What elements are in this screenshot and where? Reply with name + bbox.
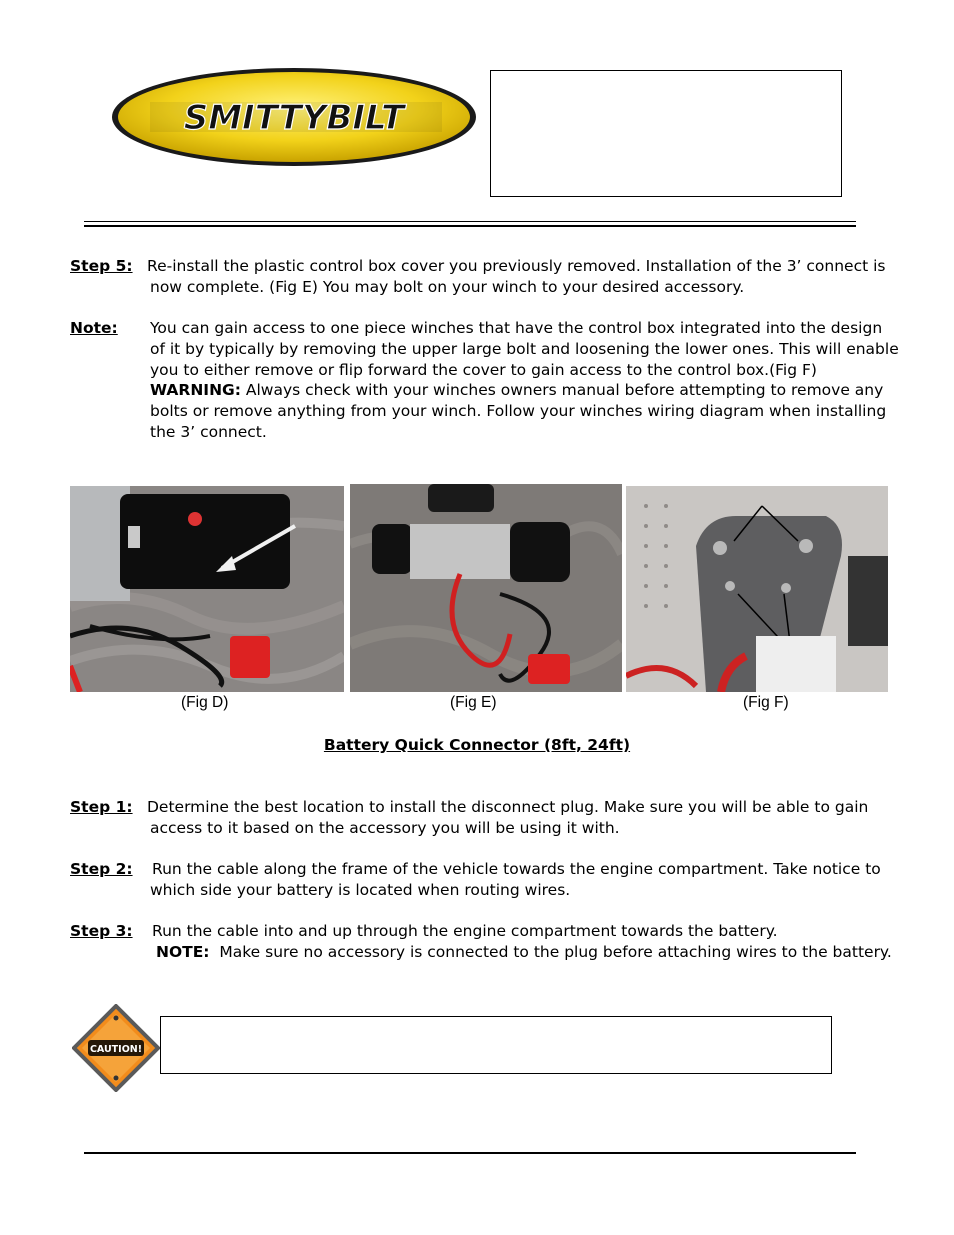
step1-block xyxy=(70,797,900,839)
winch-photo-fig-f xyxy=(626,486,888,692)
step1-label: Step 1: xyxy=(70,798,133,816)
info-box xyxy=(490,70,842,197)
winch-photo-fig-e xyxy=(350,484,622,692)
svg-text:SMITTYBILT: SMITTYBILT xyxy=(183,98,405,138)
note-line3: you to either remove or flip forward the cover to gain access to the control box.(Fig F) xyxy=(150,360,817,379)
note-line1: You can gain access to one piece winches that have the control box integrated into the design xyxy=(150,319,883,337)
header-divider-bottom xyxy=(84,225,856,227)
smittybilt-logo xyxy=(110,66,478,168)
step3-note-label: NOTE: xyxy=(156,942,210,961)
step2-block xyxy=(70,859,900,901)
step2-line1: Run the cable along the frame of the vehicle towards the engine compartment. Take notice to xyxy=(152,860,881,878)
fig-e-caption: (Fig E) xyxy=(450,694,497,711)
step3-block xyxy=(70,921,910,963)
fig-f-caption: (Fig F) xyxy=(743,694,789,711)
fig-d-caption: (Fig D) xyxy=(181,694,229,711)
note-line6: the 3’ connect. xyxy=(150,422,267,441)
step5-line2: now complete. (Fig E) You may bolt on your winch to your desired accessory. xyxy=(150,277,745,296)
winch-photo-fig-d xyxy=(70,486,344,692)
step5-label: Step 5: xyxy=(70,257,133,275)
step2-line2: which side your battery is located when routing wires. xyxy=(150,880,571,899)
caution-sign-icon xyxy=(72,1004,160,1092)
warning-label: WARNING: xyxy=(150,381,241,400)
header-divider-top xyxy=(84,221,856,222)
step2-label: Step 2: xyxy=(70,860,133,878)
step1-line1: Determine the best location to install the disconnect plug. Make sure you will be able to gain xyxy=(147,798,869,816)
caution-box xyxy=(160,1016,832,1074)
section-title: Battery Quick Connector (8ft, 24ft) xyxy=(323,736,631,754)
step5-line1: Re-install the plastic control box cover you previously removed. Installation of the 3’ connect is xyxy=(147,257,886,275)
step1-line2: access to it based on the accessory you will be using it with. xyxy=(150,818,620,837)
note-line5: bolts or remove anything from your winch. Follow your winches wiring diagram when installing xyxy=(150,402,887,421)
note-line4: Always check with your winches owners manual before attempting to remove any xyxy=(240,381,884,400)
note-block xyxy=(70,318,900,443)
note-label: Note: xyxy=(70,319,118,337)
step5-block xyxy=(70,256,890,298)
step3-label: Step 3: xyxy=(70,922,133,940)
svg-text:CAUTION!: CAUTION! xyxy=(89,1044,143,1055)
step3-line1: Run the cable into and up through the engine compartment towards the battery. xyxy=(152,922,778,940)
note-line2: of it by typically by removing the upper large bolt and loosening the lower ones. This will enable xyxy=(150,339,899,358)
footer-divider xyxy=(84,1152,856,1154)
step3-note-text: Make sure no accessory is connected to the plug before attaching wires to the battery. xyxy=(209,942,892,961)
